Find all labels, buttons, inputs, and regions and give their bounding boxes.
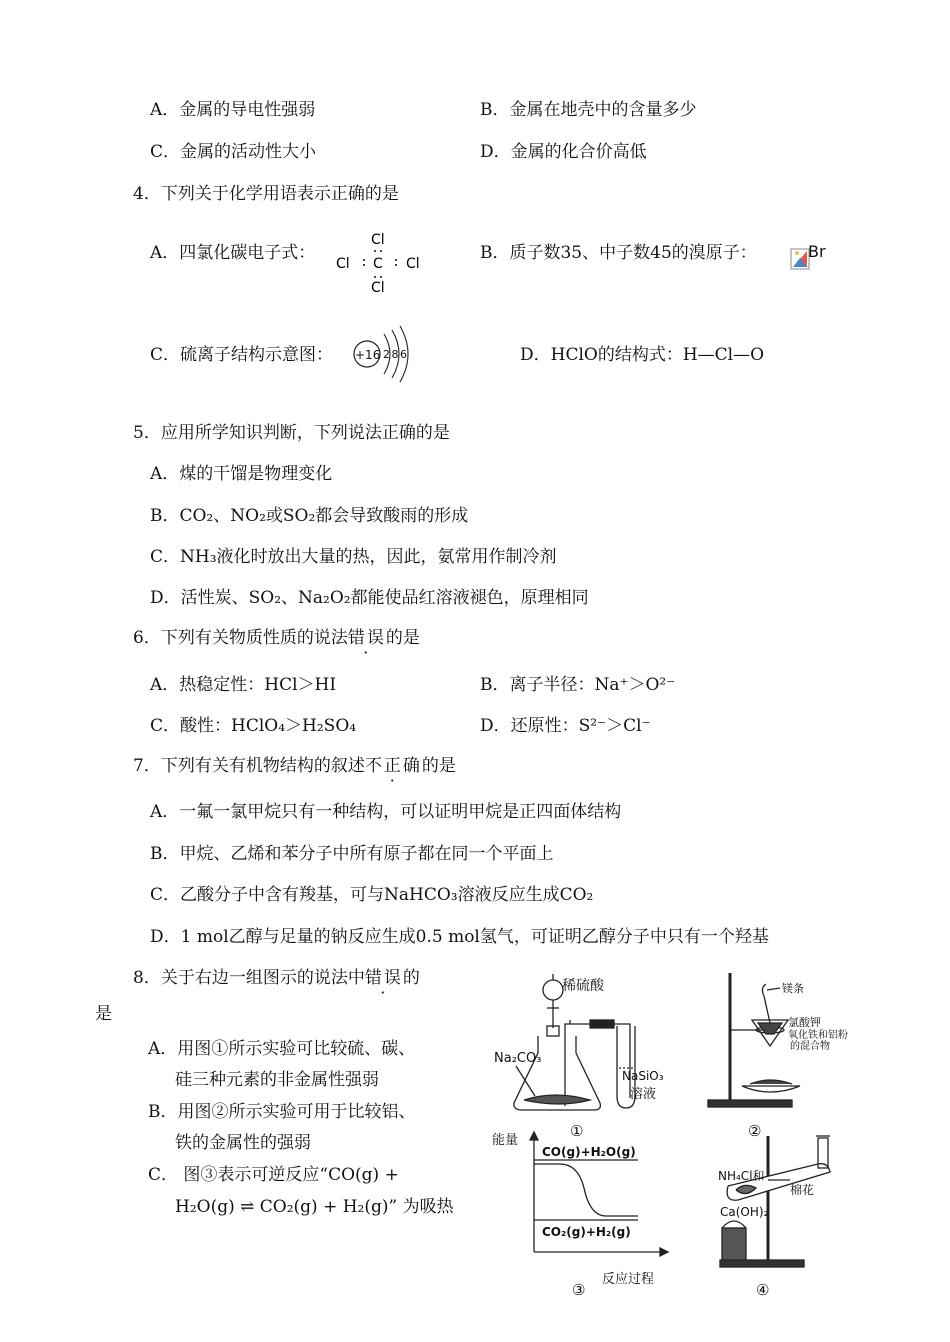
fig3-number: ③ xyxy=(572,1281,586,1299)
q6-option-a: A．热稳定性：HCl＞HI xyxy=(150,675,337,695)
q6-option-c: C．酸性：HClO₄＞H₂SO₄ xyxy=(150,716,357,736)
bromine-isotope-symbol xyxy=(790,240,840,280)
fig2-number: ② xyxy=(748,1122,762,1140)
q6-stem-pre: 6．下列有关物质性质的说法 xyxy=(133,628,348,648)
fig3-x-axis-label: 反应过程 xyxy=(602,1272,655,1287)
q7-option-c: C．乙酸分子中含有羧基，可与NaHCO₃溶液反应生成CO₂ xyxy=(150,885,594,905)
q8-option-c-line2: H₂O(g) ⇌ CO₂(g) + H₂(g)” 为吸热 xyxy=(175,1197,454,1217)
fig1-acid-label: 稀硫酸 xyxy=(562,978,604,994)
q3-option-c: C．金属的活动性大小 xyxy=(150,142,317,162)
fig4-label-reagent1: NH₄Cl和 xyxy=(718,1169,765,1183)
fig3-y-axis-label: 能量 xyxy=(492,1133,519,1148)
ccl4-top-cl: Cl xyxy=(371,232,385,248)
fig4-number: ④ xyxy=(756,1281,770,1299)
q5-stem: 5．应用所学知识判断，下列说法正确的是 xyxy=(133,423,450,443)
ccl4-center-c: C xyxy=(373,256,383,272)
fig2-label-mix2: 的混合物 xyxy=(790,1041,830,1052)
ccl4-right-cl: Cl xyxy=(406,256,420,272)
q8-stem-emphasis: 错误 xyxy=(364,968,403,988)
q6-stem xyxy=(133,627,420,649)
nucleus-charge: +16 xyxy=(355,348,381,362)
figure-4-ammonia-prep xyxy=(700,1128,850,1270)
q8-stem-line2: 是 xyxy=(95,1004,112,1024)
bromine-symbol: Br xyxy=(808,242,826,261)
ccl4-left-cl: Cl xyxy=(336,256,350,272)
q6-option-d: D．还原性：S²⁻＞Cl⁻ xyxy=(480,716,651,736)
figure-3-energy-diagram xyxy=(488,1128,678,1278)
q4-option-a: A．四氯化碳电子式： xyxy=(150,243,316,263)
q8-option-a-line1: A．用图①所示实验可比较硫、碳、 xyxy=(148,1039,416,1059)
q3-option-a: A．金属的导电性强弱 xyxy=(150,100,316,120)
fig4-label-cotton: 棉花 xyxy=(790,1183,815,1197)
ccl4-electron-formula xyxy=(334,230,430,296)
fig2-label-mix1: 氧化铁和铝粉 xyxy=(788,1030,848,1041)
q3-option-b: B．金属在地壳中的含量多少 xyxy=(480,100,697,120)
q8-option-a-line2: 硅三种元素的非金属性强弱 xyxy=(175,1070,379,1090)
q6-option-b: B．离子半径：Na⁺＞O²⁻ xyxy=(480,675,676,695)
fig3-reactants: CO(g)+H₂O(g) xyxy=(542,1145,636,1159)
q7-option-b: B．甲烷、乙烯和苯分子中所有原子都在同一个平面上 xyxy=(150,844,554,864)
q8-option-c-line1: C． 图③表示可逆反应“CO(g) + xyxy=(148,1165,399,1185)
fig2-label-kclo3: 氯酸钾 xyxy=(788,1016,821,1029)
q4-stem: 4．下列关于化学用语表示正确的是 xyxy=(133,184,399,204)
fig2-label-mg: 镁条 xyxy=(782,982,804,995)
q8-stem-post: 的 xyxy=(402,968,420,988)
fig4-label-reagent2: Ca(OH)₂ xyxy=(720,1205,769,1219)
q8-stem-pre: 8．关于右边一组图示的说法中 xyxy=(133,968,365,988)
fig1-tube-label2: 溶液 xyxy=(630,1087,657,1102)
figure-2-thermite xyxy=(700,968,848,1110)
q5-option-a: A．煤的干馏是物理变化 xyxy=(150,464,333,484)
q6-stem-post: 的是 xyxy=(385,628,420,648)
sulfide-ion-structure-diagram xyxy=(340,322,420,386)
q7-option-d: D．1 mol乙醇与足量的钠反应生成0.5 mol氢气，可证明乙醇分子中只有一个羟基 xyxy=(150,927,769,947)
fig1-flask-label: Na₂CO₃ xyxy=(494,1051,542,1066)
fig3-products: CO₂(g)+H₂(g) xyxy=(542,1225,631,1239)
q5-option-c: C．NH₃液化时放出大量的热，因此，氨常用作制冷剂 xyxy=(150,547,557,567)
q8-option-b-line1: B．用图②所示实验可用于比较铝、 xyxy=(148,1102,416,1122)
electron-shells: 2 8 6 xyxy=(383,348,406,361)
q3-option-d: D．金属的化合价高低 xyxy=(480,142,647,162)
q7-option-a: A．一氟一氯甲烷只有一种结构，可以证明甲烷是正四面体结构 xyxy=(150,802,622,822)
q6-stem-emphasis: 错误 xyxy=(347,628,386,648)
q4-option-b: B．质子数35、中子数45的溴原子： xyxy=(480,243,757,263)
q7-stem-pre: 7．下列有关有机物结构的叙述 xyxy=(133,756,365,776)
fig1-tube-label1: NaSiO₃ xyxy=(622,1069,664,1083)
ccl4-bottom-cl: Cl xyxy=(371,280,385,296)
q7-stem-emphasis: 不正确 xyxy=(364,756,422,776)
q4-option-c: C．硫离子结构示意图： xyxy=(150,345,334,365)
fig1-number: ① xyxy=(570,1122,584,1140)
q5-option-d: D．活性炭、SO₂、Na₂O₂都能使品红溶液褪色，原理相同 xyxy=(150,588,589,608)
figure-1-acid-carbonate-silicate xyxy=(490,968,690,1140)
q5-option-b: B．CO₂、NO₂或SO₂都会导致酸雨的形成 xyxy=(150,506,469,526)
q8-option-b-line2: 铁的金属性的强弱 xyxy=(175,1133,311,1153)
q7-stem-post: 的是 xyxy=(421,756,456,776)
q4-option-d: D．HClO的结构式：H—Cl—O xyxy=(520,345,765,365)
q7-stem xyxy=(133,755,456,777)
q8-stem xyxy=(133,967,420,989)
